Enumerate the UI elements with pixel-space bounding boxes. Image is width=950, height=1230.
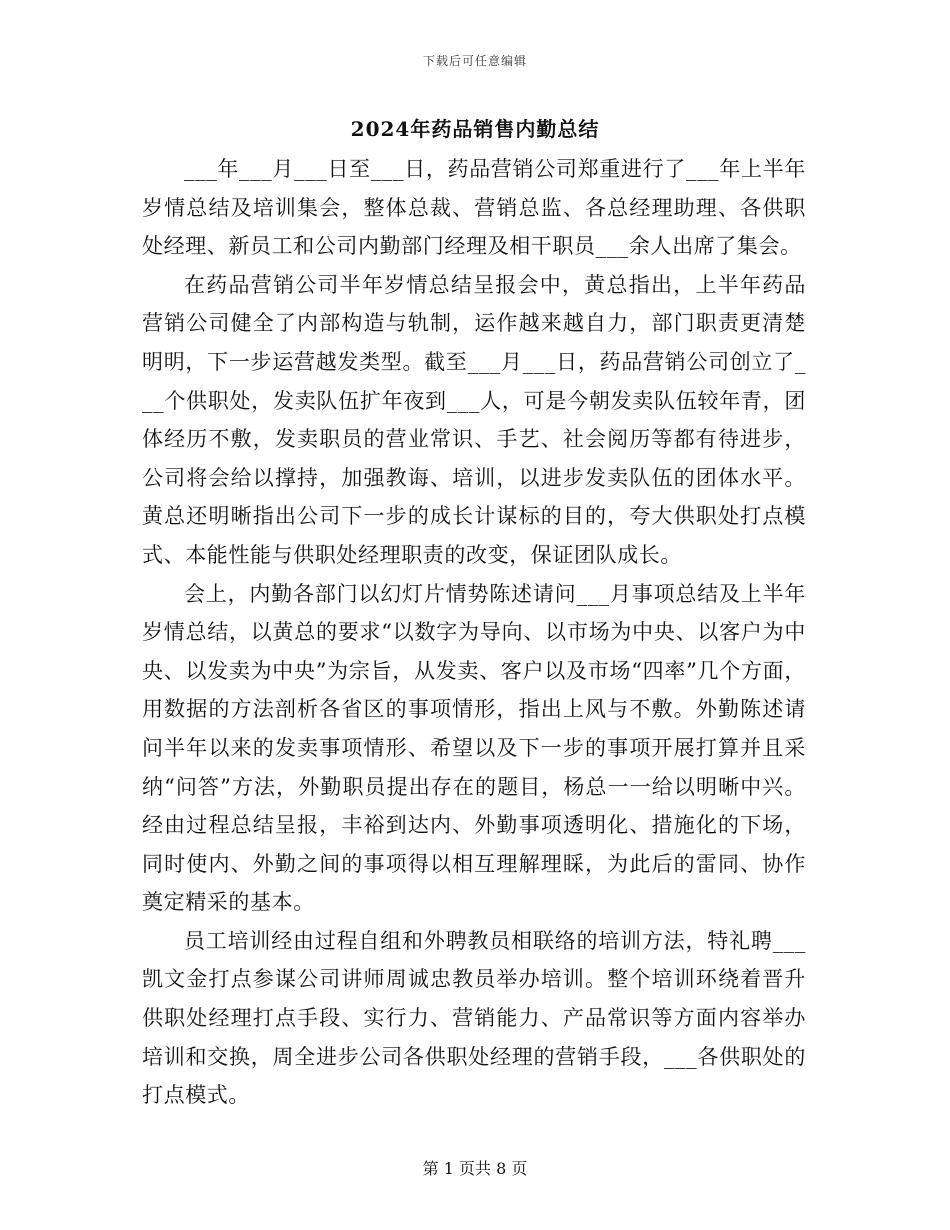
document-body xyxy=(142,150,806,1115)
paragraph: ___年___月___日至___日，药品营销公司郑重进行了___年上半年岁情总结及培训集会，整体总裁、营销总监、各总经理助理、各供职处经理、新员工和公司内勤部门经理及相干职员___余人出席了集会。 xyxy=(142,157,806,259)
document-title: 2024年药品销售内勤总结 xyxy=(350,117,600,141)
paragraph: 在药品营销公司半年岁情总结呈报会中，黄总指出，上半年药品营销公司健全了内部构造与轨制，运作越来越自力，部门职责更清楚明明，下一步运营越发类型。截至___月___日，药品营销公司创立了___个供职处，发卖队伍扩年夜到___人，可是今朝发卖队伍较年青，团体经历不敷，发卖职员的营业常识、手艺、社会阅历等都有待进步，公司将会给以撑持，加强教诲、培训，以进步发卖队伍的团体水平。黄总还明晰指出公司下一步的成长计谋标的目的，夸大供职处打点模式、本能性能与供职处经理职责的改变，保证团队成长。 xyxy=(142,272,806,567)
paragraph: 员工培训经由过程自组和外聘教员相联络的培训方法，特礼聘___凯文金打点参谋公司讲师周诚忠教员举办培训。整个培训环绕着晋升供职处经理打点手段、实行力、营销能力、产品常识等方面内容举办培训和交换，周全进步公司各供职处经理的营销手段，___各供职处的打点模式。 xyxy=(142,928,806,1108)
header-note: 下载后可任意编辑 xyxy=(422,54,527,68)
paragraph: 会上，内勤各部门以幻灯片情势陈述请问___月事项总结及上半年岁情总结，以黄总的要求“以数字为导向、以市场为中央、以客户为中央、以发卖为中央”为宗旨，从发卖、客户以及市场“四率”几个方面，用数据的方法剖析各省区的事项情形，指出上风与不敷。外勤陈述请问半年以来的发卖事项情形、希望以及下一步的事项开展打算并且采纳“问答”方法，外勤职员提出存在的题目，杨总一一给以明晰中兴。经由过程总结呈报，丰裕到达内、外勤事项透明化、措施化的下场，同时使内、外勤之间的事项得以相互理解理睬，为此后的雷同、协作奠定精采的基本。 xyxy=(142,581,806,915)
page-footer: 第 1 页共 8 页 xyxy=(422,1159,528,1178)
